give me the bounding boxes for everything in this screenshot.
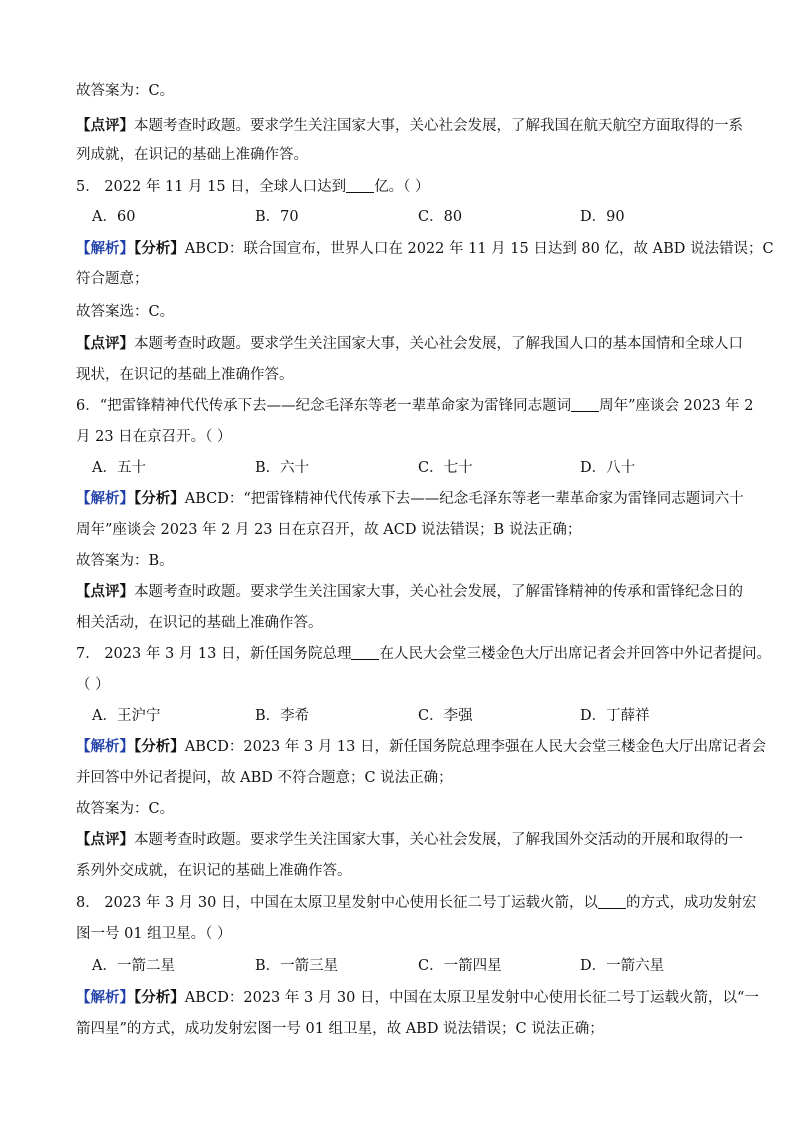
q4-comment-line2: 列成就，在识记的基础上准确作答。 [76,147,308,163]
q7-option-c: C．李强 [418,708,473,724]
q8-option-c: C．一箭四星 [418,958,502,974]
q7-option-a: A．王沪宁 [92,708,161,724]
q8-option-d: D．一箭六星 [580,958,665,974]
q4-answer: 故答案为：C。 [76,83,175,99]
q7-analysis-line2: 并回答中外记者提问，故 ABD 不符合题意；C 说法正确； [76,770,453,786]
q8-analysis-line1: 【解析】【分析】ABCD：2023 年 3 月 30 日，中国在太原卫星发射中心使用长征二号丁运载火箭，以“一 [76,989,759,1006]
q7-comment-line2: 系列外交成就，在识记的基础上准确作答。 [76,863,352,879]
q6-stem-line1: 6．“把雷锋精神代代传承下去——纪念毛泽东等老一辈革命家为雷锋同志题词 周年”座谈会 2023 年 2 [76,398,754,414]
q6-comment-line1: 【点评】本题考查时政题。要求学生关注国家大事，关心社会发展，了解雷锋精神的传承和雷锋纪念日的 [76,583,743,600]
q7-answer: 故答案为：C。 [76,801,175,817]
q5-option-a: A．60 [92,209,136,225]
q7-option-d: D．丁薛祥 [580,708,650,724]
q8-option-a: A．一箭二星 [92,958,175,974]
q6-option-a: A．五十 [92,460,146,476]
q7-stem-line1: 7． 2023 年 3 月 13 日，新任国务院总理 在人民大会堂三楼金色大厅出席记者会并回答中外记者提问。 [76,646,771,662]
q7-option-b: B．李希 [255,708,310,724]
q6-option-c: C．七十 [418,460,473,476]
q6-option-d: D．八十 [580,460,636,476]
q7-analysis-line1: 【解析】【分析】ABCD：2023 年 3 月 13 日，新任国务院总理李强在人民大会堂三楼金色大厅出席记者会 [76,738,766,755]
q4-comment-line1: 【点评】本题考查时政题。要求学生关注国家大事，关心社会发展，了解我国在航天航空方面取得的一系 [76,117,743,134]
q6-option-b: B．六十 [255,460,310,476]
q7-comment-line1: 【点评】本题考查时政题。要求学生关注国家大事，关心社会发展，了解我国外交活动的开展和取得的一 [76,831,743,848]
q7-stem-line2: （ ） [76,677,110,693]
q6-answer: 故答案为：B。 [76,553,174,569]
q5-comment-line1: 【点评】本题考查时政题。要求学生关注国家大事，关心社会发展，了解我国人口的基本国情和全球人口 [76,335,743,352]
q5-answer: 故答案选：C。 [76,304,175,320]
q8-stem-line2: 图一号 01 组卫星。（ ） [76,926,232,942]
q6-analysis-line2: 周年”座谈会 2023 年 2 月 23 日在京召开，故 ACD 说法错误；B 说法正确； [76,522,582,538]
q8-stem-line1: 8． 2023 年 3 月 30 日，中国在太原卫星发射中心使用长征二号丁运载火箭，以 的方式，成功发射宏 [76,895,757,911]
q5-option-b: B．70 [255,209,299,225]
q5-stem: 5． 2022 年 11 月 15 日，全球人口达到 亿。（ ） [76,179,430,195]
q6-analysis-line1: 【解析】【分析】ABCD：“把雷锋精神代代传承下去——纪念毛泽东等老一辈革命家为雷锋同志题词六十 [76,490,744,507]
q8-option-b: B．一箭三星 [255,958,339,974]
q8-analysis-line2: 箭四星”的方式，成功发射宏图一号 01 组卫星，故 ABD 说法错误；C 说法正确； [76,1021,604,1037]
q5-option-d: D．90 [580,209,625,225]
answer-blank [346,178,374,193]
q5-analysis-line1: 【解析】【分析】ABCD：联合国宣布，世界人口在 2022 年 11 月 15 日达到 80 亿，故 ABD 说法错误；C [76,240,774,257]
q5-comment-line2: 现状，在识记的基础上准确作答。 [76,367,294,383]
q6-stem-line2: 月 23 日在京召开。（ ） [76,429,232,445]
q5-analysis-line2: 符合题意； [76,271,149,287]
q6-comment-line2: 相关活动，在识记的基础上准确作答。 [76,615,323,631]
answer-blank [598,894,626,909]
answer-blank [571,397,599,412]
q5-option-c: C．80 [418,209,463,225]
answer-blank [351,645,379,660]
